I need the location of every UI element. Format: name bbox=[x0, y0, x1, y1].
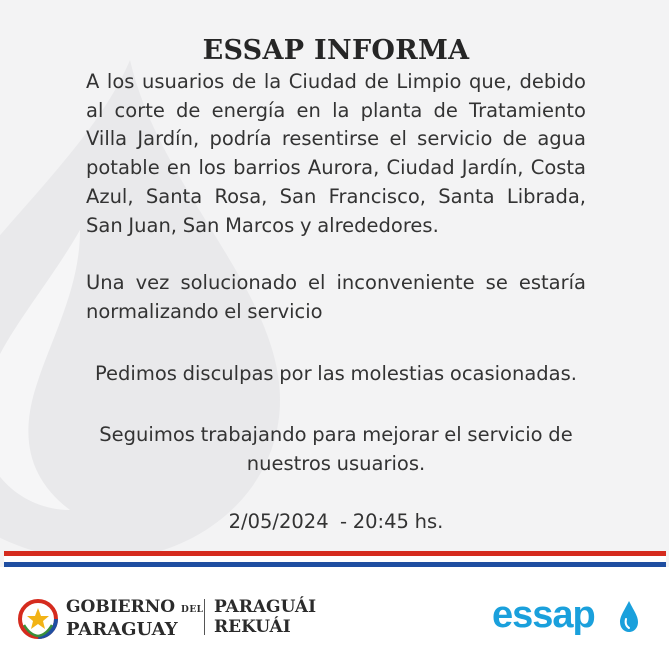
notice-title: ESSAP INFORMA bbox=[202, 35, 470, 66]
paraguai-word: PARAGUÁI bbox=[214, 597, 317, 617]
notice-paragraph-apology: Pedimos disculpas por las molestias ocasionadas. bbox=[94, 361, 577, 385]
notice-paragraph-affected-areas: A los usuarios de la Ciudad de Limpio que, debido al corte de energía en la planta de Tratamiento Villa Jardín, podría resentirse el servicio de agua potable en los barrios Aurora, Ciudad Jardín, Costa Azul, Santa Rosa, San Francisco, Santa Librada, San Juan, San Marcos y alrededores. bbox=[86, 70, 586, 237]
water-drop-icon bbox=[620, 601, 638, 632]
gobierno-word: GOBIERNO bbox=[66, 597, 176, 617]
paraguay-word: PARAGUAY bbox=[66, 619, 178, 640]
paraguay-star-seal-icon bbox=[18, 599, 58, 639]
notice-paragraph-resolution: Una vez solucionado el inconveniente se estaría normalizando el servicio bbox=[86, 271, 586, 323]
essap-logo-text: essap bbox=[492, 595, 595, 636]
footer-logos bbox=[0, 567, 669, 656]
rekuai-word: REKUÁI bbox=[214, 617, 291, 637]
gobierno-del-paraguay-logo bbox=[66, 597, 204, 640]
del-word: DEL bbox=[181, 605, 204, 615]
essap-logo bbox=[492, 595, 644, 639]
notice-body bbox=[86, 28, 586, 536]
notice-datetime: 2/05/2024 - 20:45 hs. bbox=[228, 509, 444, 533]
logo-divider bbox=[204, 599, 205, 635]
notice-paragraph-commitment: Seguimos trabajando para mejorar el servicio de nuestros usuarios. bbox=[99, 423, 573, 476]
paraguai-rekuai-logo bbox=[214, 597, 316, 637]
